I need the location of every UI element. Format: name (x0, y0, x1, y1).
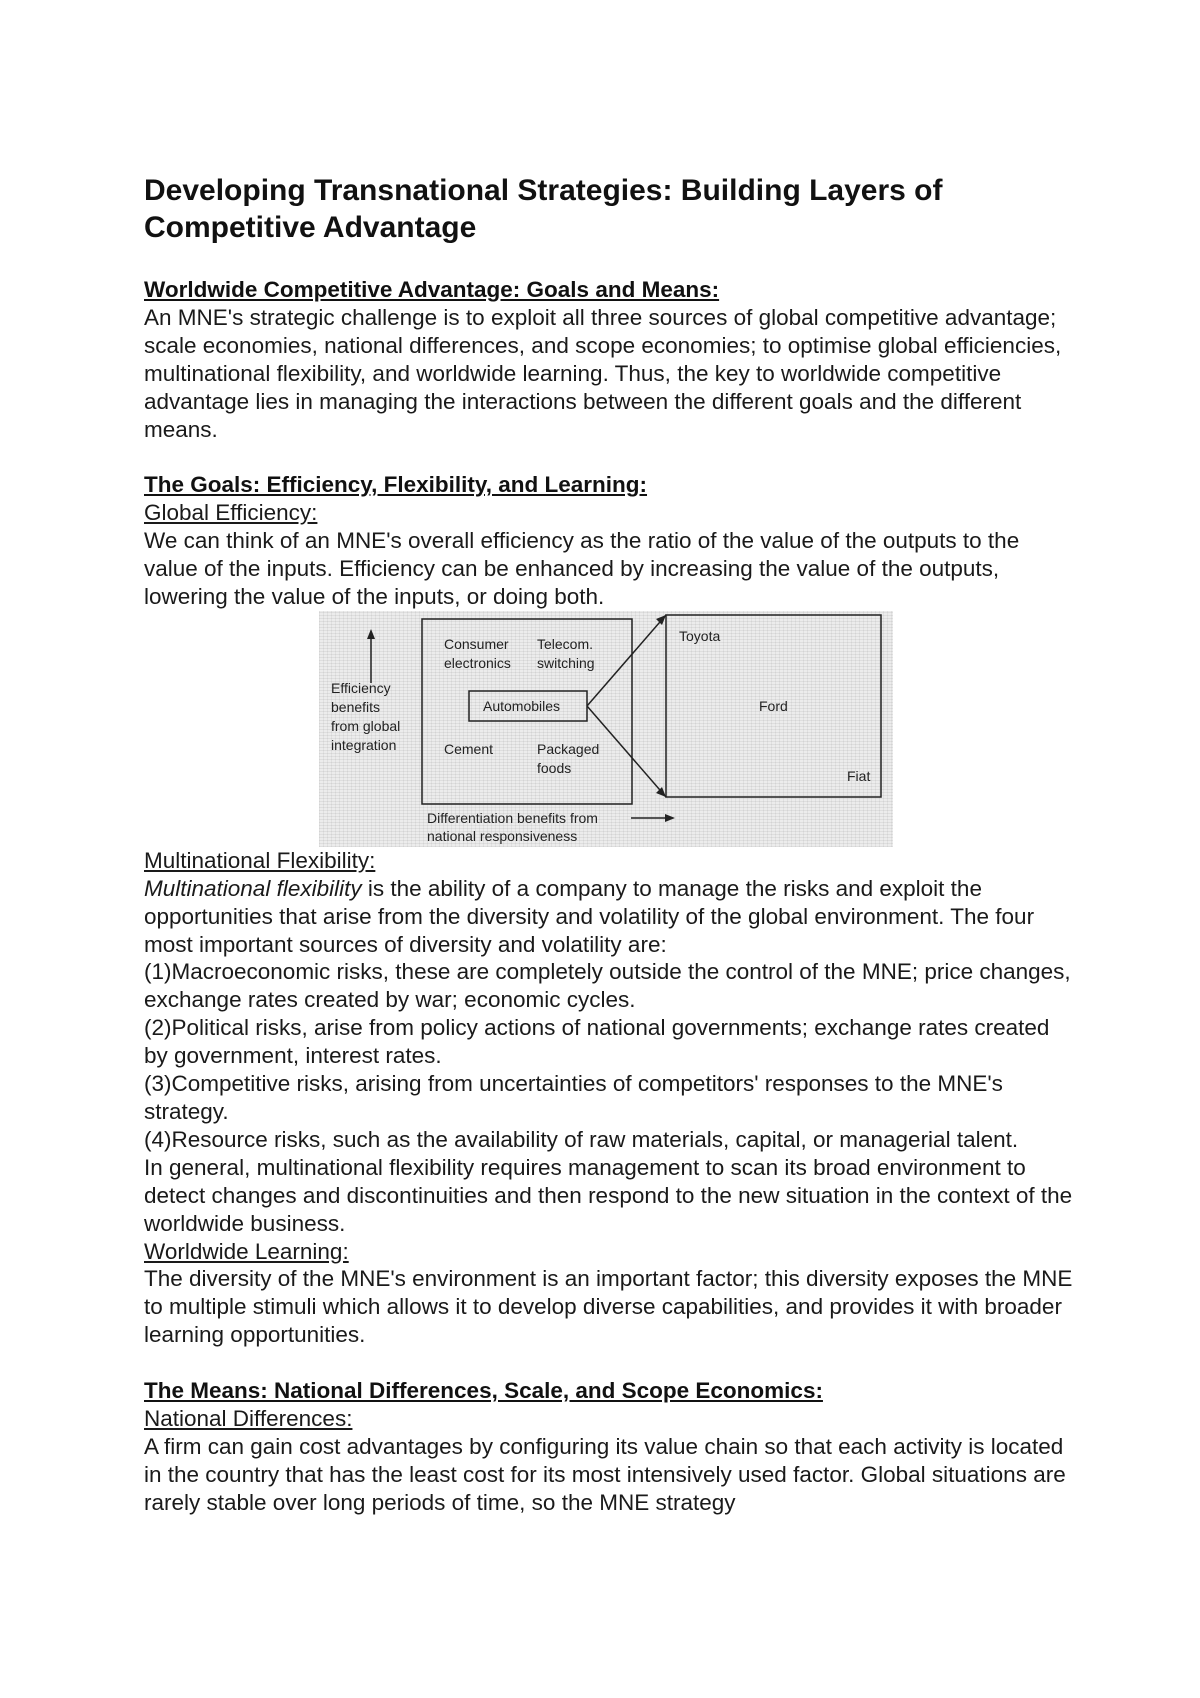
label-packaged: Packaged (537, 740, 600, 757)
body-multinational-flexibility-intro (144, 875, 1074, 959)
figure-diagram (319, 611, 893, 847)
term-multinational-flexibility: Multinational flexibility (144, 875, 362, 901)
label-electronics: electronics (444, 654, 511, 671)
y-axis-label-2: benefits (331, 698, 381, 715)
section-heading-goals: The Goals: Efficiency, Flexibility, and Learning: (144, 472, 648, 498)
integration-responsiveness-figure (319, 611, 893, 847)
y-axis-label-4: integration (331, 736, 397, 753)
document-page (144, 172, 1074, 1517)
risk-political: (2)Political risks, arise from policy actions of national governments; exchange rates created by government, interest rates. (144, 1015, 1050, 1069)
label-automobiles: Automobiles (483, 697, 561, 714)
y-axis-label-3: from global (331, 717, 401, 734)
label-cement: Cement (444, 740, 494, 757)
subheading-national-differences: National Differences: (144, 1405, 353, 1431)
subheading-global-efficiency: Global Efficiency: (144, 500, 318, 526)
expansion-arrow-top (656, 615, 666, 625)
label-telecom: Telecom. (537, 635, 594, 652)
x-axis-label-2: national responsiveness (427, 827, 578, 844)
y-axis-arrow-head (367, 629, 375, 639)
subheading-worldwide-learning: Worldwide Learning: (144, 1238, 349, 1264)
body-worldwide-learning: The diversity of the MNE's environment is an important factor; this diversity exposes the MNE to multiple stimuli which allows it to develop diverse capabilities, and provides it with broader learning opportunities. (144, 1266, 1073, 1348)
subheading-multinational-flexibility: Multinational Flexibility: (144, 847, 376, 873)
risk-competitive: (3)Competitive risks, arising from uncertainties of competitors' responses to the MNE's strategy. (144, 1071, 1003, 1125)
body-flexibility-conclusion: In general, multinational flexibility requires management to scan its broad environment to detect changes and discontinuities and then respond to the new situation in the context of the worldwide business. (144, 1154, 1073, 1236)
page-title: Developing Transnational Strategies: Building Layers of Competitive Advantage (144, 174, 943, 244)
section-heading-goals-means: Worldwide Competitive Advantage: Goals and Means: (144, 277, 720, 302)
x-axis-label-1: Differentiation benefits from (427, 809, 598, 826)
expansion-arrow-bottom (656, 787, 666, 797)
risk-resource: (4)Resource risks, such as the availability of raw materials, capital, or managerial talent. (144, 1126, 1019, 1152)
label-switching: switching (537, 654, 595, 671)
body-national-differences: A firm can gain cost advantages by configuring its value chain so that each activity is located in the country that has the least cost for its most intensively used factor. Global situations are rarely stable over long periods of time, so the MNE strategy (144, 1433, 1066, 1515)
body-global-efficiency: We can think of an MNE's overall efficiency as the ratio of the value of the outputs to the value of the inputs. Efficiency can be enhanced by increasing the value of the outputs, lowering the value of the inputs, or doing both. (144, 528, 1020, 609)
section-heading-means: The Means: National Differences, Scale, and Scope Economics: (144, 1378, 823, 1404)
label-foods: foods (537, 759, 572, 776)
label-ford: Ford (759, 697, 788, 714)
label-toyota: Toyota (679, 627, 721, 644)
label-consumer: Consumer (444, 635, 509, 652)
x-axis-arrow-head (665, 814, 675, 822)
y-axis-label-1: Efficiency (331, 679, 391, 696)
section-body-goals-means: An MNE's strategic challenge is to exploit all three sources of global competitive advantage; scale economies, national differences, and scope economies; to optimise global efficiencies, multinational flexibility, and worldwide learning. Thus, the key to worldwide competitive advantage lies in managing the interactions between the different goals and the different means. (144, 304, 1062, 442)
intro-rest: is the ability of a company to manage the risks and exploit the opportunities that arise from the diversity and volatility of the global environment. The four most important sources of diversity and volatility are: (144, 875, 1035, 957)
risk-macroeconomic: (1)Macroeconomic risks, these are completely outside the control of the MNE; price changes, exchange rates created by war; economic cycles. (144, 959, 1071, 1013)
label-fiat: Fiat (847, 767, 871, 784)
expansion-line-top (587, 615, 666, 706)
